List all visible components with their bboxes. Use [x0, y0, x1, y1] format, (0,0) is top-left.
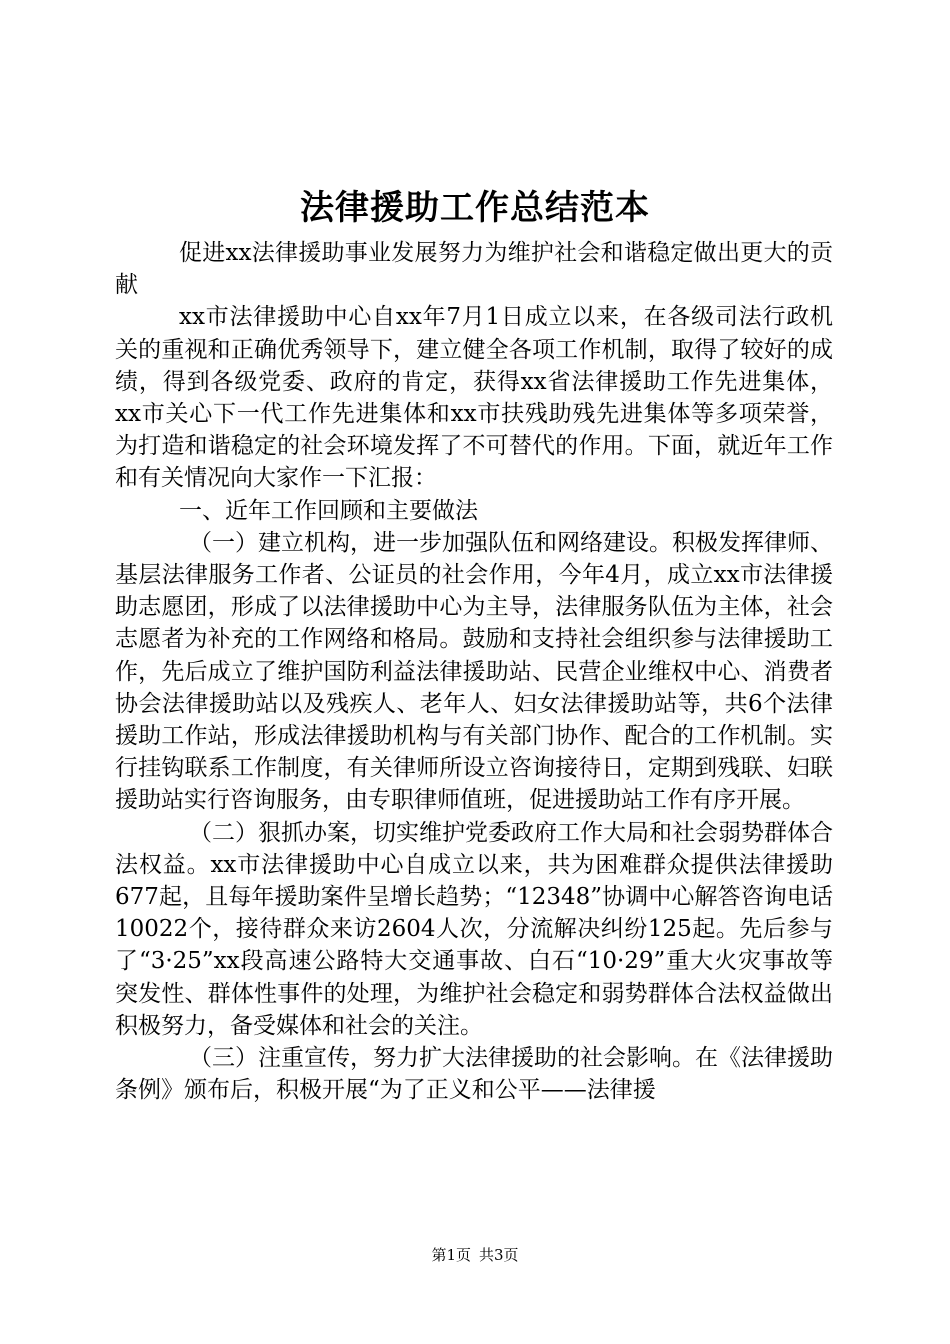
paragraph-section-2: （二）狠抓办案，切实维护党委政府工作大局和社会弱势群体合法权益。xx市法律援助中心自成立以来，共为困难群众提供法律援助677起，且每年援助案件呈增长趋势；“12348”协调中心解答咨询电话10022个，接待群众来访2604人次，分流解决纠纷125起。先后参与了“3·25”xx段高速公路特大交通事故、白石“10·29”重大火灾事故等突发性、群体性事件的处理，为维护社会稳定和弱势群体合法权益做出积极努力，备受媒体和社会的关注。: [115, 819, 833, 1039]
page-number: 第1页: [431, 1246, 471, 1264]
paragraph-section-1: （一）建立机构，进一步加强队伍和网络建设。积极发挥律师、基层法律服务工作者、公证员的社会作用，今年4月，成立xx市法律援助志愿团，形成了以法律援助中心为主导，法律服务队伍为主体，社会志愿者为补充的工作网络和格局。鼓励和支持社会组织参与法律援助工作，先后成立了维护国防利益法律援助站、民营企业维权中心、消费者协会法律援助站以及残疾人、老年人、妇女法律援助站等，共6个法律援助工作站，形成法律援助机构与有关部门协作、配合的工作机制。实行挂钩联系工作制度，有关律师所设立咨询接待日，定期到残联、妇联援助站实行咨询服务，由专职律师值班，促进援助站工作有序开展。: [115, 529, 833, 814]
paragraph-section-3: （三）注重宣传，努力扩大法律援助的社会影响。在《法律援助条例》颁布后，积极开展“为了正义和公平——法律援: [115, 1045, 833, 1104]
page-footer: [0, 1244, 950, 1266]
section-heading: 一、近年工作回顾和主要做法: [179, 497, 478, 524]
document-title: 法律援助工作总结范本: [300, 188, 650, 228]
paragraph-intro: xx市法律援助中心自xx年7月1日成立以来，在各级司法行政机关的重视和正确优秀领导下，建立健全各项工作机制，取得了较好的成绩，得到各级党委、政府的肯定，获得xx省法律援助工作先进集体，xx市关心下一代工作先进集体和xx市扶残助残先进集体等多项荣誉，为打造和谐稳定的社会环境发挥了不可替代的作用。下面，就近年工作和有关情况向大家作一下汇报：: [115, 304, 833, 492]
paragraph-subtitle: 促进xx法律援助事业发展努力为维护社会和谐稳定做出更大的贡献: [115, 240, 833, 299]
document-body: [115, 237, 833, 1106]
page-total: 共3页: [479, 1246, 519, 1264]
